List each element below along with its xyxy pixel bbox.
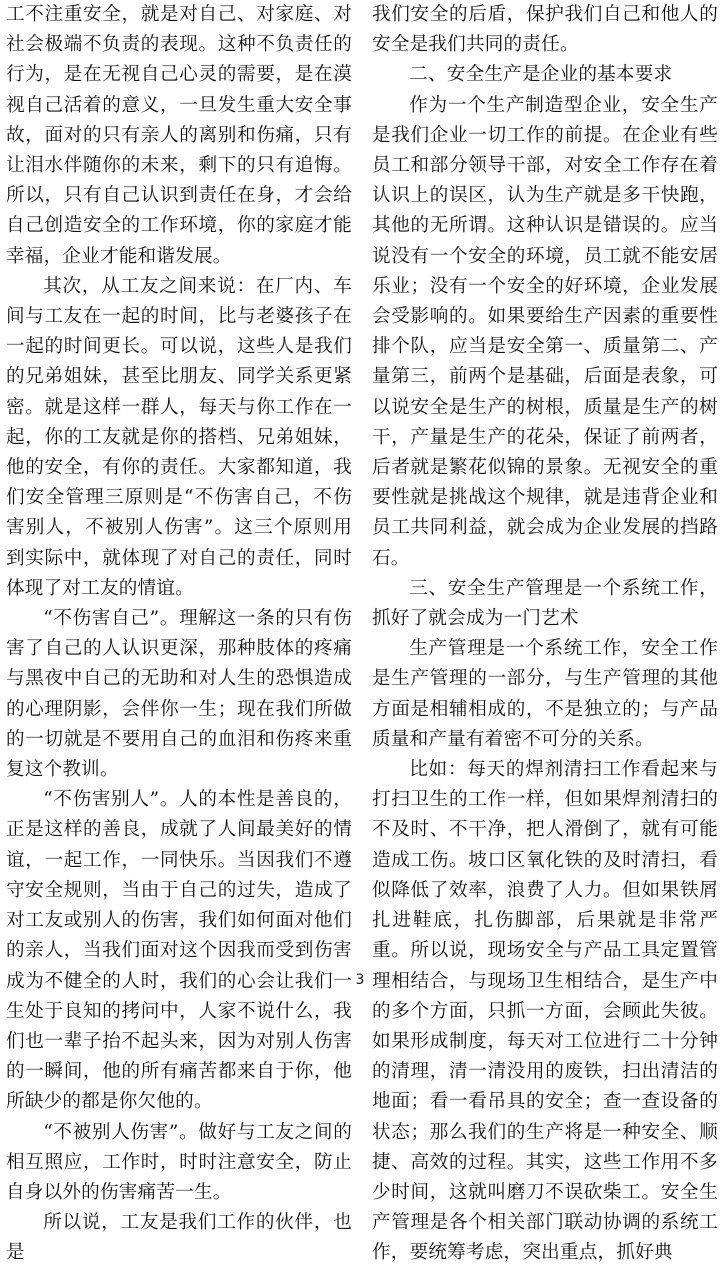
section-heading: 二、安全生产是企业的基本要求 (409, 64, 673, 86)
paragraph: “不伤害自己”。理解这一条的只有伤害了自己的人认识更深，那种肢体的疼痛与黑夜中自己的无助和对人生的恐惧造成的心理阴影，会伴你一生；现在我们所做的一切就是不要用自己的血泪和伤疼来重复这个教训。 (6, 608, 352, 781)
paragraph: 比如：每天的焊剂清扫工作看起来与打扫卫生的工作一样，但如果焊剂清扫的不及时、不干净，把人滑倒了，就有可能造成工伤。坡口区氧化铁的及时清扫，看似降低了效率，浪费了人力。但如果铁屑扎进鞋底，扎伤脚部，后果就是非常严重。所以说，现场安全与产品工具定置管理相结合，与现场卫生相结合，是生产中的多个方面，只抓一方面，会顾此失彼。如果形成制度，每天对工位进行二十分钟的清理，清一清没用的废铁，扫出清洁的地面；看一看吊具的安全；查一查设备的状态；那么我们的生产将是一种安全、顺捷、高效的过程。其实，这些工作用不多少时间，这就叫磨刀不误砍柴工。安全生产管理是各个相关部门联动协调的系统工作，要统筹考虑，突出重点，抓好典 (372, 759, 718, 1264)
section-heading: 三、安全生产管理是一个系统工作，抓好了就会成为一门艺术 (372, 577, 718, 630)
left-column (6, 0, 352, 1269)
paragraph: 生产管理是一个系统工作，安全工作是生产管理的一部分，与生产管理的其他方面是相辅相成的，不是独立的；与产品质量和产量有着密不可分的关系。 (372, 638, 718, 750)
paragraph: “不被别人伤害”。做好与工友之间的相互照应，工作时，时时注意安全，防止自身以外的伤害痛苦一生。 (6, 1121, 352, 1203)
right-column (372, 0, 718, 1269)
paragraph: 我们安全的后盾，保护我们自己和他人的安全是我们共同的责任。 (372, 4, 718, 56)
page-number: 3 (355, 972, 365, 988)
paragraph: 作为一个生产制造型企业，安全生产是我们企业一切工作的前提。在企业有些员工和部分领导干部，对安全工作存在着认识上的误区，认为生产就是多干快跑，其他的无所谓。这种认识是错误的。应当说没有一个安全的环境，员工就不能安居乐业；没有一个安全的好环境，企业发展会受影响的。如果要给生产因素的重要性排个队，应当是安全第一、质量第二、产量第三，前两个是基础，后面是表象，可以说安全是生产的树根，质量是生产的树干，产量是生产的花朵，保证了前两者，后者就是繁花似锦的景象。无视安全的重要性就是挑战这个规律，就是违背企业和员工共同利益，就会成为企业发展的挡路石。 (372, 94, 718, 569)
paragraph: 工不注重安全，就是对自己、对家庭、对社会极端不负责的表现。这种不负责任的行为，是在无视自己心灵的需要，是在漠视自己活着的意义，一旦发生重大安全事故，面对的只有亲人的离别和伤痛，只有让泪水伴随你的未来，剩下的只有追悔。所以，只有自己认识到责任在身，才会给自己创造安全的工作环境，你的家庭才能幸福，企业才能和谐发展。 (6, 4, 352, 267)
paragraph: “不伤害别人”。人的本性是善良的，正是这样的善良，成就了人间最美好的情谊，一起工作，一同快乐。当因我们不遵守安全规则，当由于自己的过失，造成了对工友或别人的伤害，我们如何面对他们的亲人，当我们面对这个因我而受到伤害成为不健全的人时，我们的心会让我们一生处于良知的拷问中，人家不说什么，我们也一辈子抬不起头来，因为对别人伤害的一瞬间，他的所有痛苦都来自于你，他所缺少的都是你欠他的。 (6, 789, 352, 1113)
paragraph: 所以说，工友是我们工作的伙伴，也是 (6, 1212, 352, 1264)
paragraph: 其次，从工友之间来说：在厂内、车间与工友在一起的时间，比与老婆孩子在一起的时间更长。可以说，这些人是我们的兄弟姐妹，甚至比朋友、同学关系更紧密。就是这样一群人，每天与你工作在一起，你的工友就是你的搭档、兄弟姐妹，他的安全，有你的责任。大家都知道，我们安全管理三原则是“不伤害自己，不伤害别人，不被别人伤害”。这三个原则用到实际中，就体现了对自己的责任，同时体现了对工友的情谊。 (6, 275, 352, 599)
